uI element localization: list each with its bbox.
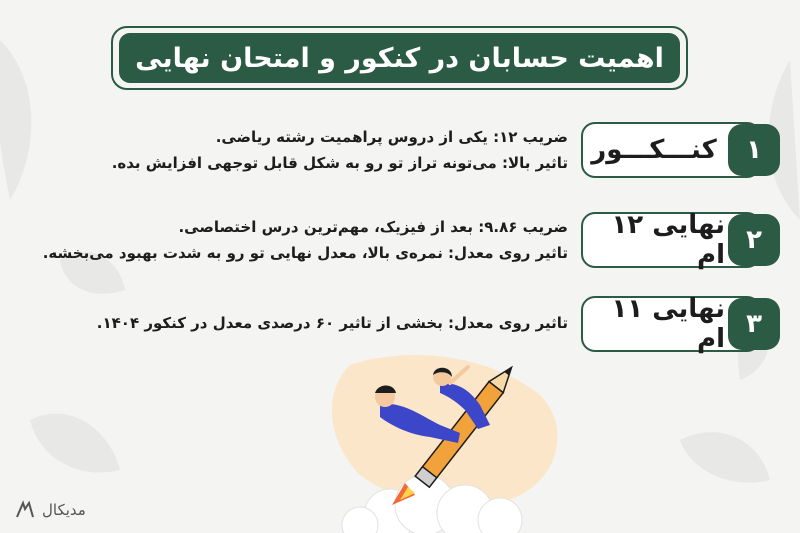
row-label-1: کنـــکـــور xyxy=(581,122,761,178)
row-1-line-1: ضریب ۱۲: یکی از دروس پراهمیت رشته ریاضی. xyxy=(215,128,568,146)
brand-mark-icon xyxy=(14,499,36,521)
row-3-line-1: تاثیر روی معدل: بخشی از تاثیر ۶۰ درصدی معدل در کنکور ۱۴۰۴. xyxy=(96,314,568,332)
row-number-3: ۳ xyxy=(728,298,780,350)
page-title: اهمیت حسابان در کنکور و امتحان نهایی xyxy=(119,33,680,83)
row-number-2: ۲ xyxy=(728,214,780,266)
row-label-2: نهایی ۱۲ ام xyxy=(581,212,761,268)
row-1-line-2: تاثیر بالا: می‌تونه تراز تو رو به شکل قابل توجهی افزایش بده. xyxy=(111,154,568,172)
row-description-1 xyxy=(112,124,568,176)
row-2-line-1: ضریب ۹.۸۶: بعد از فیزیک، مهم‌ترین درس اختصاصی. xyxy=(178,218,568,236)
brand-logo xyxy=(14,499,86,521)
title-frame xyxy=(111,26,688,90)
row-label-3: نهایی ۱۱ ام xyxy=(581,296,761,352)
row-2-line-2: تاثیر روی معدل: نمره‌ی بالا، معدل نهایی تو رو به شدت بهبود می‌بخشه. xyxy=(42,244,568,262)
row-description-2 xyxy=(43,214,568,266)
brand-name: مدیکال xyxy=(42,501,86,519)
row-description-3 xyxy=(97,310,568,336)
pencil-rocket-illustration xyxy=(320,355,590,533)
row-number-1: ۱ xyxy=(728,124,780,176)
